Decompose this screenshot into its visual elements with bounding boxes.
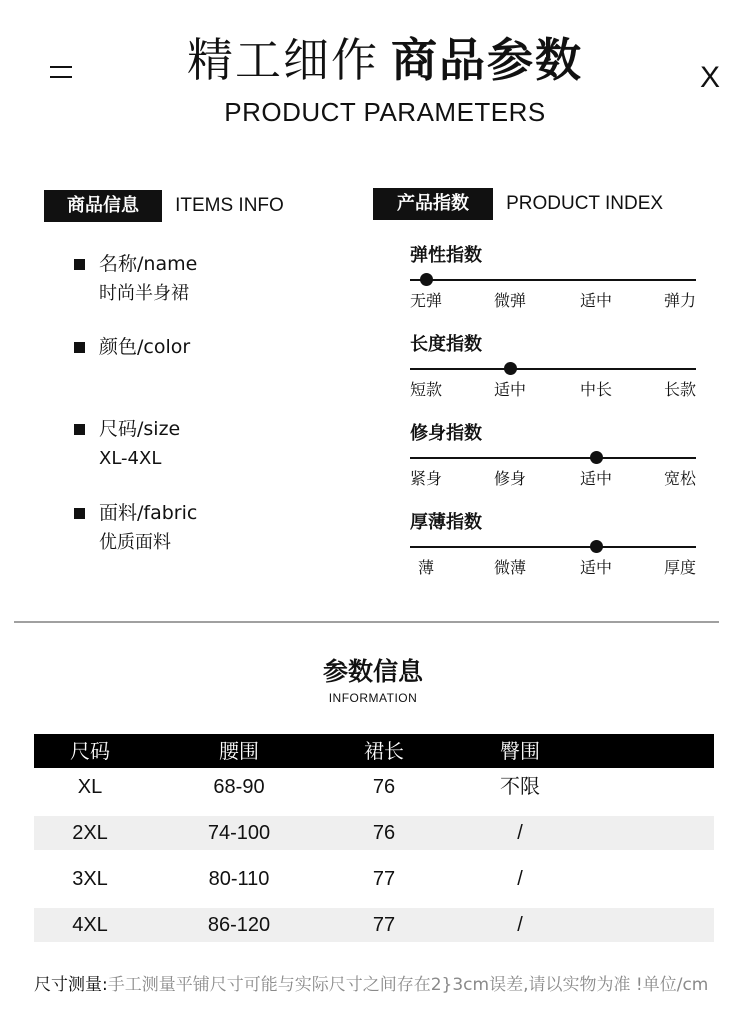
- information-title: 参数信息: [322, 657, 423, 686]
- index-label: 适中: [579, 291, 613, 310]
- item-color: [74, 333, 190, 363]
- table-cell: 3XL: [72, 868, 108, 890]
- item-fabric: [74, 499, 197, 557]
- bullet-square-icon: [74, 424, 85, 435]
- index-title: 厚薄指数: [410, 512, 482, 533]
- close-icon[interactable]: X: [700, 61, 721, 94]
- index-marker-dot: [590, 451, 603, 464]
- note-label: 尺寸测量:: [34, 975, 108, 995]
- index-label: 适中: [493, 380, 527, 399]
- product-index-header: [373, 188, 663, 220]
- index-label: 适中: [579, 558, 613, 577]
- table-cell: 68-90: [213, 776, 265, 798]
- index-title: 弹性指数: [410, 245, 482, 266]
- product-index-en: PRODUCT INDEX: [506, 193, 664, 214]
- table-cell: 74-100: [207, 822, 271, 844]
- item-label: 名称/name: [99, 253, 198, 275]
- items-info-header: [44, 190, 284, 222]
- table-cell: 80-110: [208, 868, 270, 890]
- column-header: 臀围: [500, 739, 540, 763]
- table-cell: 86-120: [207, 914, 271, 936]
- item-label: 尺码/size: [99, 418, 181, 440]
- table-cell: 4XL: [72, 914, 108, 936]
- index-label: 修身: [493, 469, 527, 488]
- table-row: [34, 908, 714, 942]
- item-value: 时尚半身裙: [99, 283, 189, 304]
- index-labels: [410, 379, 700, 401]
- index-labels: [410, 557, 700, 579]
- table-row: [34, 862, 714, 896]
- information-subtitle: INFORMATION: [328, 691, 418, 705]
- table-cell: 77: [372, 914, 396, 936]
- index-label: 微弹: [493, 291, 527, 310]
- index-label: 适中: [579, 469, 613, 488]
- index-title: 长度指数: [410, 334, 482, 355]
- index-marker-dot: [590, 540, 603, 553]
- index-labels: [410, 290, 700, 312]
- column-header: 尺码: [70, 739, 110, 763]
- index-scale-line: [410, 457, 696, 459]
- index-label: 长款: [663, 380, 697, 399]
- index-label: 厚度: [663, 558, 697, 577]
- table-cell: /: [517, 822, 523, 844]
- item-label: 面料/fabric: [99, 502, 198, 524]
- index-marker-dot: [420, 273, 433, 286]
- measurement-note: [34, 972, 734, 998]
- table-cell: 76: [372, 822, 396, 844]
- table-row: [34, 770, 714, 804]
- index-label: 宽松: [663, 469, 697, 488]
- column-header: 裙长: [364, 739, 404, 763]
- title-bold: 商品参数: [391, 33, 583, 87]
- items-info-en: ITEMS INFO: [175, 195, 284, 216]
- table-cell: 76: [372, 776, 396, 798]
- items-info-tag: 商品信息: [44, 190, 162, 222]
- index-label: 微薄: [493, 558, 527, 577]
- item-value: 优质面料: [99, 532, 171, 553]
- item-value: XL-4XL: [99, 448, 162, 469]
- bullet-square-icon: [74, 508, 85, 519]
- index-label: 无弹: [409, 291, 443, 310]
- index-title: 修身指数: [410, 423, 482, 444]
- table-cell: XL: [77, 776, 103, 798]
- table-cell: 77: [372, 868, 396, 890]
- item-size: [74, 415, 180, 473]
- bullet-square-icon: [74, 342, 85, 353]
- index-scale-line: [410, 368, 696, 370]
- index-label: 薄: [417, 558, 435, 577]
- note-text: 手工测量平铺尺寸可能与实际尺寸之间存在2}3cm误差,请以实物为准 !单位/cm: [107, 975, 709, 995]
- thickness-index: [410, 511, 700, 579]
- page-title: [0, 30, 750, 90]
- elasticity-index: [410, 244, 700, 312]
- title-light: 精工细作: [187, 33, 379, 87]
- bullet-square-icon: [74, 259, 85, 270]
- table-row: [34, 816, 714, 850]
- index-scale-line: [410, 546, 696, 548]
- index-label: 紧身: [409, 469, 443, 488]
- page-subtitle: PRODUCT PARAMETERS: [224, 97, 546, 127]
- section-divider: [14, 621, 719, 623]
- length-index: [410, 333, 700, 401]
- size-table: [34, 734, 714, 942]
- index-scale-line: [410, 279, 696, 281]
- product-index-tag: 产品指数: [373, 188, 493, 220]
- index-label: 短款: [409, 380, 443, 399]
- table-cell: /: [517, 914, 523, 936]
- item-name: [74, 250, 197, 308]
- table-cell: 2XL: [72, 822, 108, 844]
- column-header: 腰围: [219, 739, 259, 763]
- table-cell: 不限: [500, 776, 540, 798]
- index-label: 中长: [579, 380, 613, 399]
- table-header: [34, 734, 714, 768]
- index-marker-dot: [504, 362, 517, 375]
- fit-index: [410, 422, 700, 490]
- table-cell: /: [517, 868, 523, 890]
- item-label: 颜色/color: [99, 336, 191, 358]
- index-label: 弹力: [663, 291, 697, 310]
- index-labels: [410, 468, 700, 490]
